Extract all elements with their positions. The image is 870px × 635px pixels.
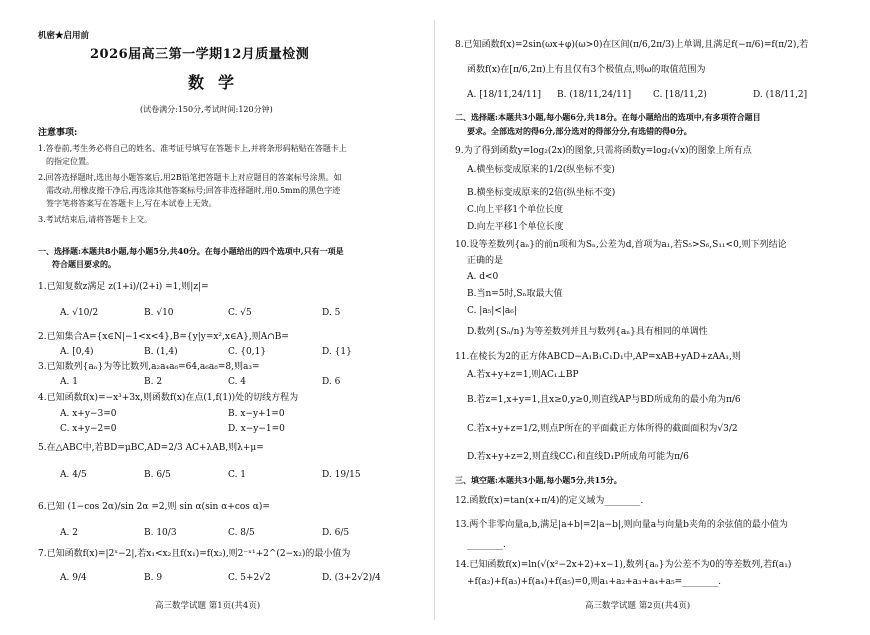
question-stem: 6.已知 (1−cos 2α)/sin 2α =2,则 sin α(sin α+cos α)= <box>38 502 270 512</box>
option: C. 8/5 <box>228 528 255 538</box>
option: D. 19/15 <box>322 470 361 480</box>
question-stem: +f(a₂)+f(a₃)+f(a₄)+f(a₅)=0,则a₁+a₂+a₃+a₄+a₅=________. <box>467 577 722 587</box>
option: C. |a₅|<|a₆| <box>467 306 517 316</box>
score-info: (试卷满分:150分,考试时间:120分钟) <box>140 105 273 114</box>
option: D.数列{Sₙ/n}为等差数列并且与数列{aₙ}具有相同的单调性 <box>467 327 708 337</box>
note-line: 的指定位置。 <box>46 157 94 166</box>
secret-label: 机密★启用前 <box>38 31 90 41</box>
page-footer: 高三数学试题 第1页(共4页) <box>155 601 261 611</box>
option: C. [18/11,2) <box>653 90 707 100</box>
note-line: 3.考试结束后,请将答题卡上交。 <box>38 215 153 224</box>
question-stem: 9.为了得到函数y=log₂(2x)的图象,只需将函数y=log₂(√x)的图象上所有点 <box>455 146 752 156</box>
option: B. 6/5 <box>144 470 171 480</box>
option: A. 1 <box>60 377 78 387</box>
option: B. 2 <box>144 377 163 387</box>
option: D. 6 <box>322 377 341 387</box>
option: A. [0,4) <box>60 347 94 357</box>
page-footer: 高三数学试题 第2页(共4页) <box>585 601 691 611</box>
note-line: 1.答卷前,考生务必将自己的姓名、准考证号填写在答题卡上,并将条形码粘贴在答题卡上 <box>38 144 347 153</box>
notes-heading: 注意事项: <box>38 128 78 138</box>
option: D.若x+y+z=2,则直线CC₁和直线D₁P所成角可能为π/6 <box>467 452 689 462</box>
option: A. x+y−3=0 <box>60 409 117 419</box>
option: C. 4 <box>228 377 247 387</box>
option: C. x+y−2=0 <box>60 424 117 434</box>
option: A. 4/5 <box>60 470 87 480</box>
subject-title: 数学 <box>188 73 249 92</box>
option: A.若x+y+z=1,则AC₁⊥BP <box>467 370 579 380</box>
option: D. (18/11,2] <box>753 90 808 100</box>
option: C. √5 <box>228 308 252 318</box>
note-line: 签字笔将答案写在答题卡上,写在本试卷上无效。 <box>46 199 217 208</box>
option: B.若z=1,x+y=1,且x≥0,y≥0,则直线AP与BD所成角的最小角为π/6 <box>467 395 741 405</box>
option: C.若x+y+z=1/2,则点P所在的平面截正方体所得的截面面积为√3/2 <box>467 424 738 434</box>
option: C. 5+2√2 <box>228 573 271 583</box>
option: C. {0,1} <box>228 347 267 357</box>
section1-heading: 一、选择题:本题共8小题,每小题5分,共40分。在每小题给出的四个选项中,只有一项是 <box>38 246 344 256</box>
question-stem: 10.设等差数列{aₙ}的前n项和为Sₙ,公差为d,首项为a₁,若S₅>S₆,S₁₁<0,则下列结论 <box>455 240 787 250</box>
option: B. x−y+1=0 <box>228 409 285 419</box>
option: C.向上平移1个单位长度 <box>467 205 564 215</box>
option: A. [18/11,24/11] <box>467 90 541 100</box>
option: B.当n=5时,Sₙ取最大值 <box>467 289 563 299</box>
option: D. 5 <box>322 308 341 318</box>
note-line: 需改动,用橡皮擦干净后,再选涂其他答案标号;回答非选择题时,用0.5mm的黑色字迹 <box>46 186 341 195</box>
option: A. 9/4 <box>60 573 87 583</box>
question-stem: 12.函数f(x)=tan(x+π/4)的定义域为________. <box>455 496 644 506</box>
note-line: 2.回答选择题时,选出每小题答案后,用2B铅笔把答题卡上对应题目的答案标号涂黑。如 <box>38 173 342 182</box>
option: A.横坐标变成原来的1/2(纵坐标不变) <box>467 165 615 175</box>
question-stem: 14.已知函数f(x)=ln(√(x²−2x+2)+x−1),数列{aₙ}为公差不为0的等差数列,若f(a₁) <box>455 560 792 570</box>
option: B. 10/3 <box>144 528 177 538</box>
option: D.向左平移1个单位长度 <box>467 222 564 232</box>
option: B.横坐标变成原来的2倍(纵坐标不变) <box>467 188 616 198</box>
option: B. 9 <box>144 573 163 583</box>
option: D. (3+2√2)/4 <box>322 573 381 583</box>
section1-heading-cont: 符合题目要求的。 <box>52 259 116 269</box>
right-page <box>435 0 870 635</box>
question-stem: 函数f(x)在[π/6,2π)上有且仅有3个极值点,则ω的取值范围为 <box>467 65 706 75</box>
question-stem: 7.已知函数f(x)=|2ˣ−2|,若x₁<x₂且f(x₁)=f(x₂),则2⁻ˣ¹+2^(2−x₂)的最小值为 <box>38 549 351 559</box>
question-stem: 3.已知数列{aₙ}为等比数列,a₂a₄a₆=64,a₆a₈=8,则a₃= <box>38 362 260 372</box>
section3-heading: 三、填空题:本题共3小题,每小题5分,共15分。 <box>455 475 622 485</box>
question-stem: 5.在△ABC中,若BD=μBC,AD=2/3 AC+λAB,则λ+μ= <box>38 443 264 453</box>
question-stem: 2.已知集合A={x∈N|−1<x<4},B={y|y=x²,x∈A},则A∩B= <box>38 332 289 342</box>
option: D. {1} <box>322 347 352 357</box>
section2-heading-cont: 要求。全部选对的得6分,部分选对的得部分分,有选错的得0分。 <box>467 126 692 136</box>
option: A. d<0 <box>467 272 499 282</box>
option: D. 6/5 <box>322 528 350 538</box>
question-stem: 8.已知函数f(x)=2sin(ωx+φ)(ω>0)在区间(π/6,2π/3)上单调,且满足f(−π/6)=f(π/2),若 <box>455 40 809 50</box>
option: C. 1 <box>228 470 247 480</box>
question-stem: 13.两个非零向量a,b,满足|a+b|=2|a−b|,则向量a与向量b夹角的余弦值的最小值为 <box>455 520 788 530</box>
question-blank: ________. <box>467 540 506 550</box>
question-stem: 11.在棱长为2的正方体ABCD−A₁B₁C₁D₁中,AP=xAB+yAD+zAA₁,则 <box>455 352 741 362</box>
question-stem: 正确的是 <box>467 256 504 266</box>
question-stem: 1.已知复数z满足 z(1+i)/(2+i) =1,则|z|= <box>38 282 209 292</box>
option: D. x−y−1=0 <box>228 424 285 434</box>
exam-title: 2026届高三第一学期12月质量检测 <box>90 47 310 62</box>
option: A. 2 <box>60 528 78 538</box>
option: A. √10/2 <box>60 308 99 318</box>
option: B. (18/11,24/11] <box>557 90 632 100</box>
option: B. √10 <box>144 308 174 318</box>
option: B. (1,4) <box>144 347 178 357</box>
section2-heading: 二、选择题:本题共3小题,每小题6分,共18分。在每小题给出的选项中,有多项符合题目 <box>455 112 761 122</box>
question-stem: 4.已知函数f(x)=−x³+3x,则函数f(x)在点(1,f(1))处的切线方程为 <box>38 393 299 403</box>
